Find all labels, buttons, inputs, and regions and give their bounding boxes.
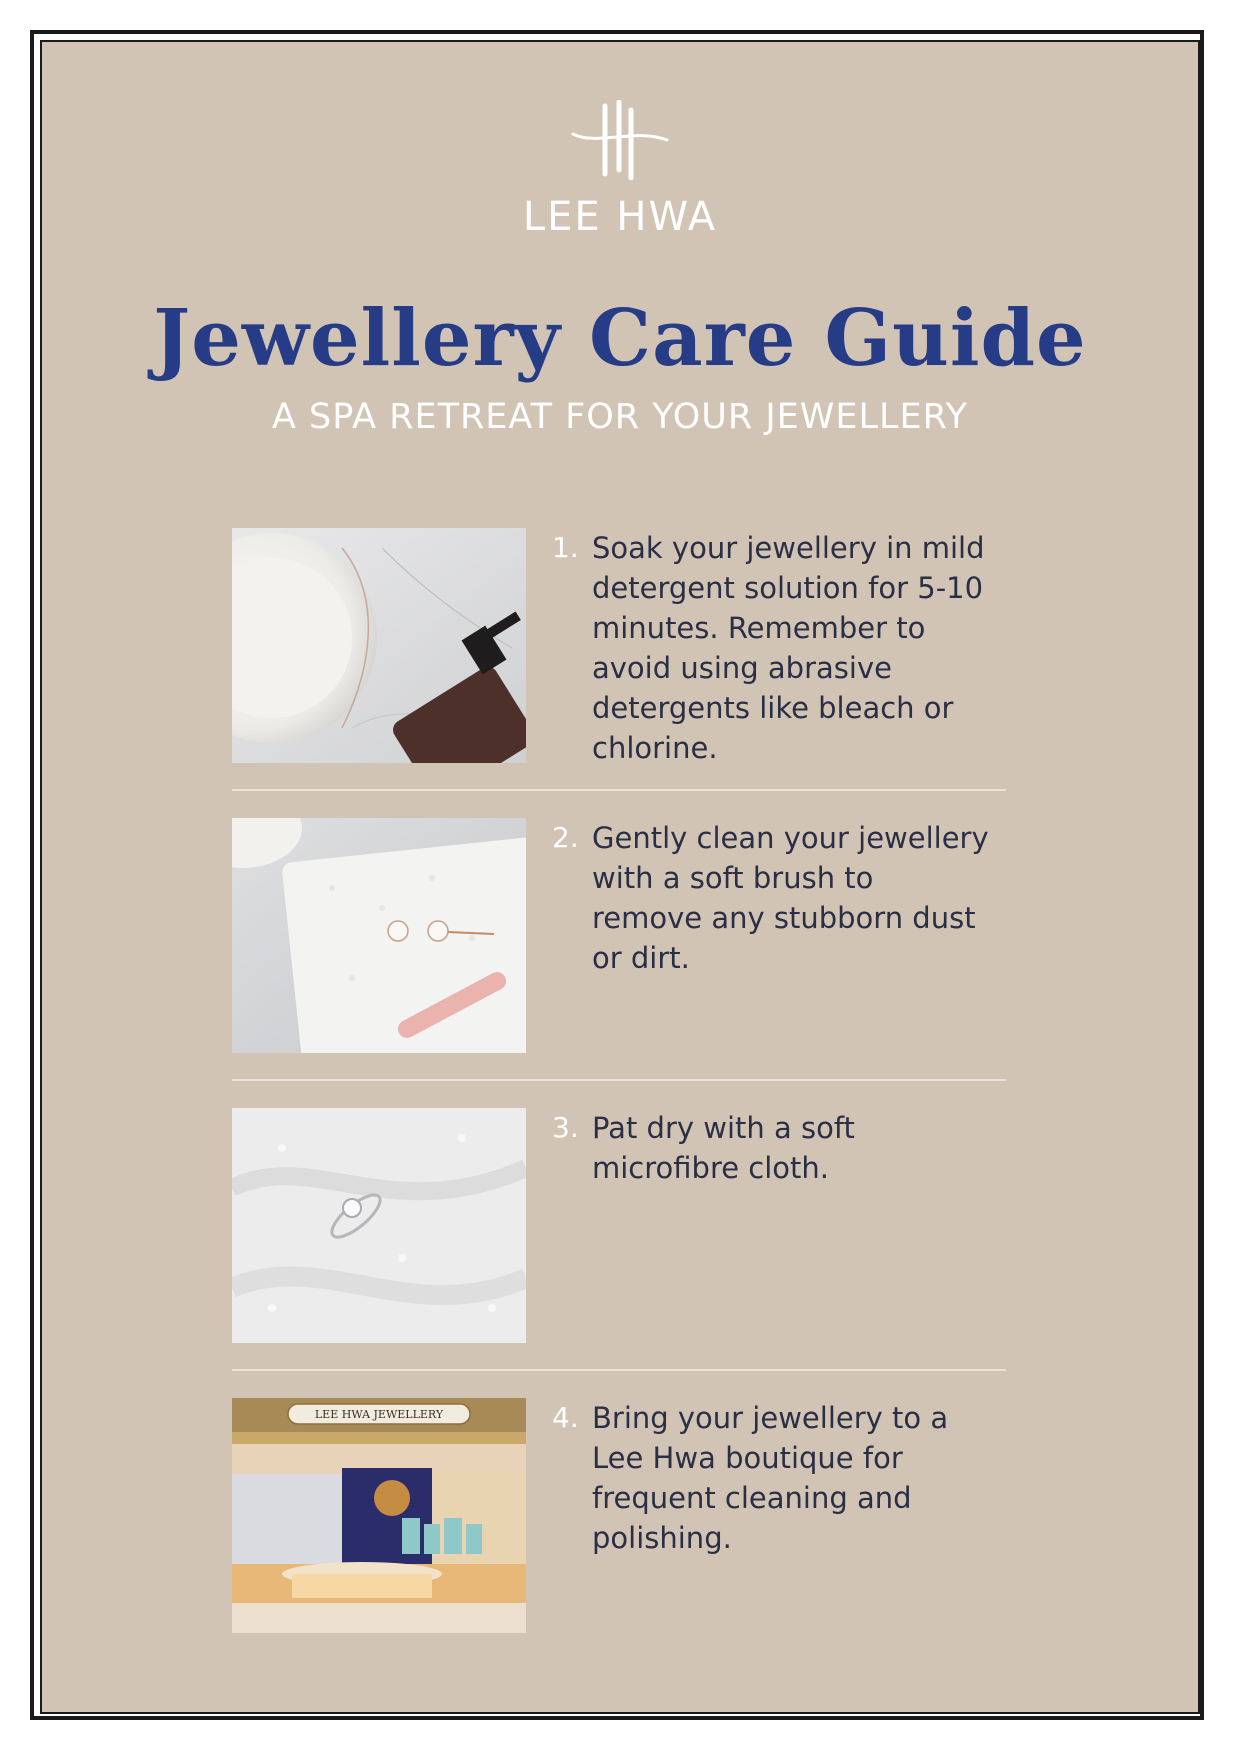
brand-name: LEE HWA <box>522 194 718 240</box>
step-4-text: Bring your jewellery to a Lee Hwa boutique for frequent cleaning and polishing. <box>592 1401 949 1555</box>
step-2-text: Gently clean your jewellery with a soft brush to remove any stubborn dust or dirt. <box>592 821 989 975</box>
step-1-text: Soak your jewellery in mild detergent solution for 5-10 minutes. Remember to avoid using abrasive detergents like bleach or chlorine. <box>592 531 985 765</box>
step-divider-1 <box>232 789 1006 791</box>
care-step-2 <box>232 818 1006 1053</box>
step-2-photo <box>232 818 526 1053</box>
step-3-photo <box>232 1108 526 1343</box>
store-sign: LEE HWA JEWELLERY <box>314 1408 444 1421</box>
care-step-3 <box>232 1108 1006 1343</box>
page-subtitle: A SPA RETREAT FOR YOUR JEWELLERY <box>271 397 969 437</box>
step-divider-3 <box>232 1369 1006 1371</box>
lee-hwa-monogram-icon <box>565 100 675 180</box>
step-3-text: Pat dry with a soft microfibre cloth. <box>592 1111 855 1185</box>
care-step-4 <box>232 1398 1006 1633</box>
brand-logo <box>0 100 1240 240</box>
step-1-photo <box>232 528 526 763</box>
step-3-number: 3. <box>552 1111 579 1144</box>
page-title: Jewellery Care Guide <box>153 293 1087 384</box>
step-4-photo <box>232 1398 526 1633</box>
step-divider-2 <box>232 1079 1006 1081</box>
step-4-number: 4. <box>552 1401 579 1434</box>
care-step-1 <box>232 528 1006 763</box>
step-2-number: 2. <box>552 821 579 854</box>
step-1-number: 1. <box>552 531 579 564</box>
